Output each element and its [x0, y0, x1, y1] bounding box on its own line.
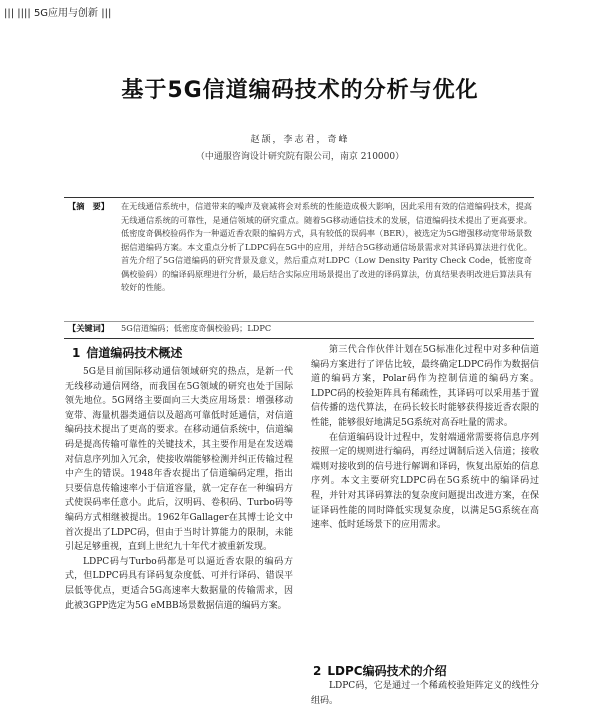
section-1-title: 信道编码技术概述 — [86, 346, 183, 360]
body-paragraph: 5G是目前国际移动通信领域研究的热点，是新一代无线移动通信网络，而我国在5G领域的研究也处于国际领先地位。5G网络主要面向三大类应用场景：增强移动宽带、海量机器类通信以及超高可靠低时延通信，对信道编码技术提出了更高的要求。在移动通信系统中，信道编码是提高传输可靠性的关键技术，其主要作用是在发送端对信息序列加入冗余，使接收端能够检测并纠正传输过程中产生的错误。1948年香农提出了信道编码定理，指出只要信息传输速率小于信道容量，就一定存在一种编码方式使误码率任意小。此后，汉明码、卷积码、Turbo码等编码方式相继被提出。1962年Gallager在其博士论文中首次提出了LDPC码，但由于当时计算能力的限制，未能引起足够重视，直到上世纪九十年代才被重新发现。 — [65, 367, 293, 553]
section-1-heading — [72, 344, 182, 361]
section-2-title: LDPC编码技术的介绍 — [327, 664, 447, 678]
keywords-row — [64, 321, 534, 339]
abstract-text: 在无线通信系统中，信道带来的噪声及衰减将会对系统的性能造成极大影响，因此采用有效的信道编码技术，提高无线通信系统的可靠性，是通信领域的研究重点。随着5G移动通信技术的发展，信道编码技术提出了更高要求。低密度奇偶校验码作为一种逼近香农限的编码方式，具有较低的误码率（BER），被选定为5G增强移动宽带场景数据信道编码方案。本文重点分析了LDPC码在5G中的应用，并结合5G移动通信场景需求对其译码算法进行优化。首先介绍了5G信道编码的研究背景及意义，然后重点对LDPC（Low Density Parity Check Code，低密度奇偶校验码）的编译码原理进行分析，最后结合实际应用场景提出了改进的译码算法，仿真结果表明改进后算法具有较好的性能。 — [121, 201, 532, 292]
body-paragraph: LDPC码与Turbo码都是可以逼近香农限的编码方式，但LDPC码具有译码复杂度低、可并行译码、错误平层低等优点，更适合5G高速率大数据量的传输需求，因此被3GPP选定为5G eMBB场景数据信道的编码方案。 — [65, 556, 293, 611]
paper-authors: 赵颉，李志君，奇峰 — [250, 135, 350, 145]
left-column — [65, 365, 293, 613]
right-column — [311, 343, 539, 533]
section-2-number: 2 — [313, 664, 322, 678]
keywords-text: 5G信道编码；低密度奇偶校验码；LDPC — [121, 323, 272, 333]
section-2-heading — [313, 662, 447, 679]
body-paragraph: 第三代合作伙伴计划在5G标准化过程中对多种信道编码方案进行了评估比较，最终确定LDPC码作为数据信道的编码方案，Polar码作为控制信道的编码方案。LDPC码的校验矩阵具有稀疏性，其译码可以采用基于置信传播的迭代算法，在码长较长时能够获得接近香农限的性能，能够很好地满足5G系统对高吞吐量的需求。 — [311, 345, 539, 428]
body-paragraph: 在信道编码设计过程中，发射端通常需要将信息序列按照一定的规则进行编码，再经过调制后送入信道；接收端则对接收到的信号进行解调和译码，恢复出原始的信息序列。本文主要研究LDPC码在5G系统中的编译码过程，并针对其译码算法的复杂度问题提出改进方案，在保证译码性能的同时降低实现复杂度，以满足5G系统在高速率、低时延场景下的应用需求。 — [311, 432, 539, 531]
abstract-box — [64, 197, 534, 333]
abstract-label: 【摘 要】 — [68, 201, 109, 211]
keywords-label: 【关键词】 — [68, 323, 109, 333]
journal-header-tag: ||| |||| 5G应用与创新 ||| — [4, 8, 112, 19]
paper-title: 基于5G信道编码技术的分析与优化 — [121, 78, 479, 103]
section-2-intro-block — [311, 679, 539, 706]
section-2-intro: LDPC码，它是通过一个稀疏校验矩阵定义的线性分组码。 — [311, 681, 539, 706]
section-1-number: 1 — [72, 346, 81, 360]
paper-affiliation: （中通服咨询设计研究院有限公司，南京 210000） — [195, 152, 405, 162]
